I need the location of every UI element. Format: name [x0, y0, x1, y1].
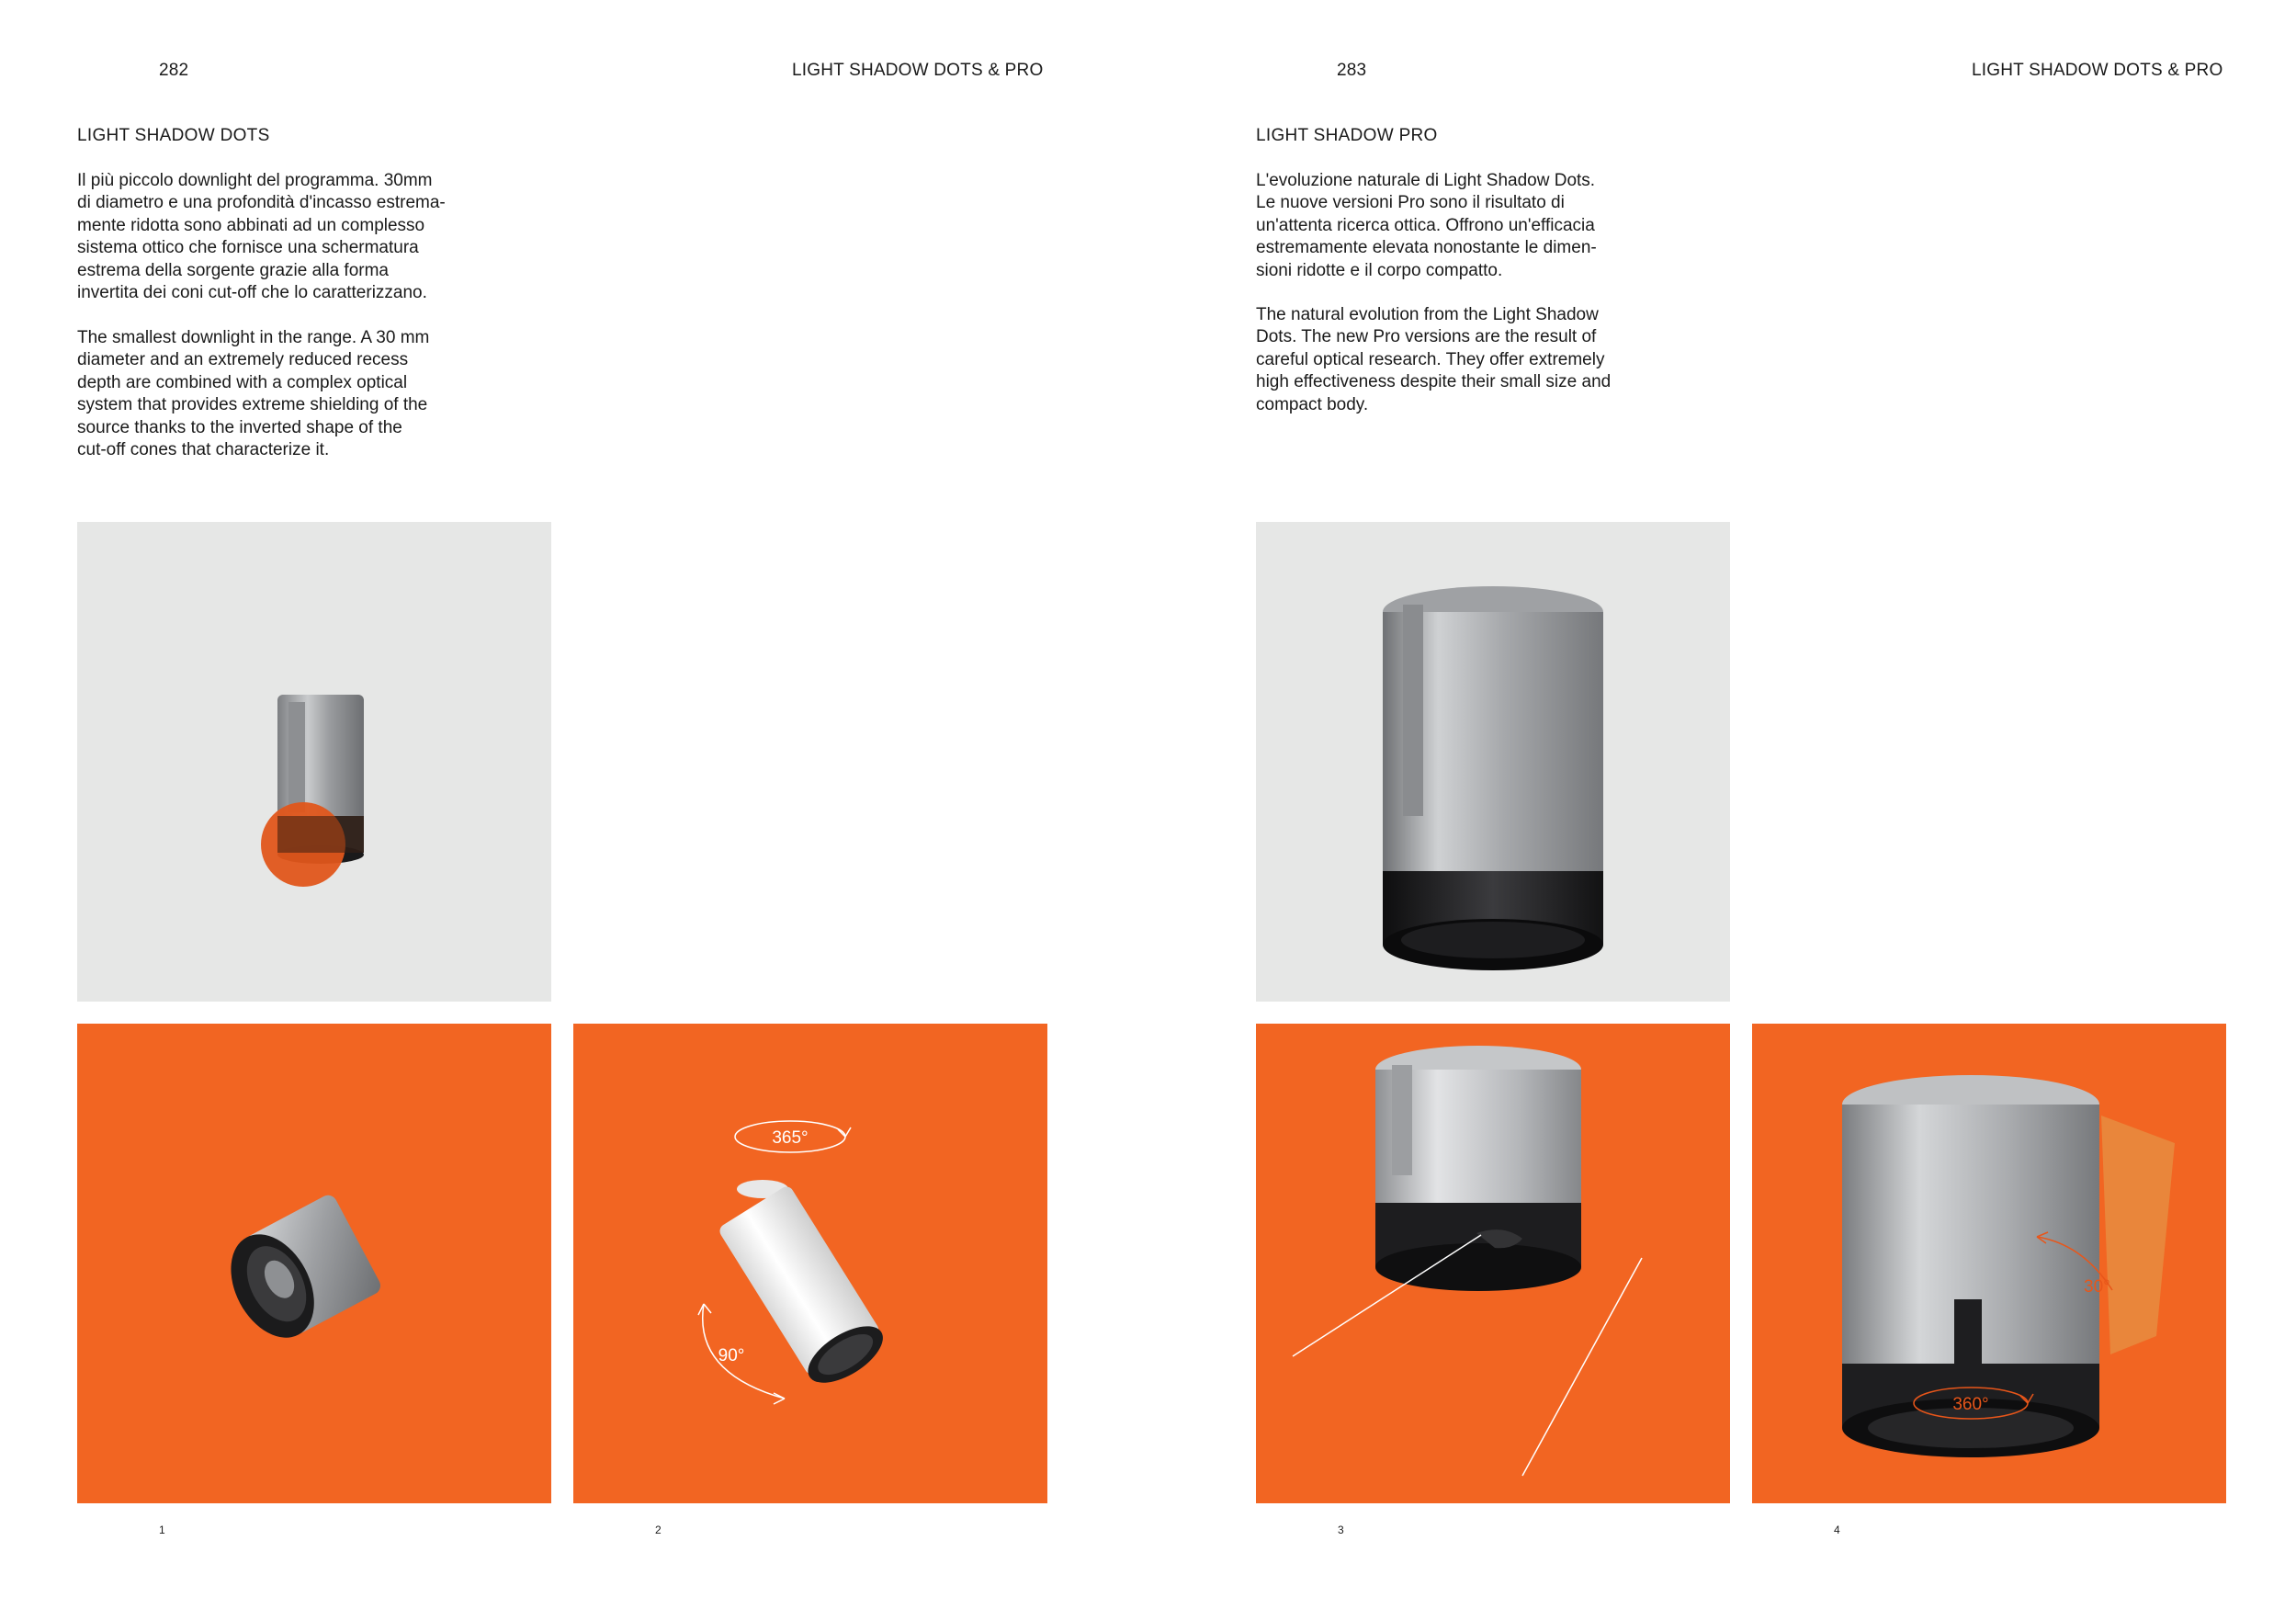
image-panel-3: [1256, 1024, 1730, 1503]
image-pro-product: [1256, 522, 1730, 1002]
paragraph-english-dots: The smallest downlight in the range. A 30 mm diameter and an extremely reduced recess depth are combined with a complex optical system that provides extreme shielding of the source thanks to the inverted shape of the cut-off cones that characterize it.: [77, 328, 430, 460]
caption-2: 2: [655, 1524, 662, 1536]
running-title-left: LIGHT SHADOW DOTS & PRO: [792, 61, 1044, 80]
caption-4: 4: [1834, 1524, 1840, 1536]
paragraph-english-pro: The natural evolution from the Light Shadow Dots. The new Pro versions are the result of careful optical research. They offer extremely high effectiveness despite their small size and compact body.: [1256, 305, 1612, 414]
dots-angled-illustration: [77, 1024, 551, 1503]
pro-rotation-illustration: [1752, 1024, 2226, 1503]
image-panel-4: [1752, 1024, 2226, 1503]
label-365: 365°: [772, 1128, 809, 1148]
leader-line-b: [1522, 1258, 1642, 1476]
section-title-dots: LIGHT SHADOW DOTS: [77, 126, 270, 145]
image-panel-1: [77, 1024, 551, 1503]
label-90: 90°: [718, 1346, 745, 1365]
label-30: 30°: [2084, 1277, 2110, 1297]
running-title-right: LIGHT SHADOW DOTS & PRO: [1972, 61, 2223, 80]
page-number-right: 283: [1337, 61, 1367, 80]
paragraph-italian-pro: L'evoluzione naturale di Light Shadow Dots. Le nuove versioni Pro sono il risultato di un'attenta ricerca ottica. Offrono un'efficacia estremamente elevata nonostante le dimen- sioni ridotte e il corpo compatto.: [1256, 171, 1597, 280]
section-title-pro: LIGHT SHADOW PRO: [1256, 126, 1438, 145]
pro-optic-detail-illustration: [1256, 1024, 1730, 1503]
label-360: 360°: [1952, 1395, 1989, 1414]
page-number-left: 282: [159, 61, 189, 80]
dots-downlight-illustration: [77, 522, 551, 1002]
pro-downlight-illustration: [1256, 522, 1730, 1002]
image-panel-2: [573, 1024, 1047, 1503]
image-dots-product: [77, 522, 551, 1002]
caption-3: 3: [1338, 1524, 1344, 1536]
adjustable-rotation-illustration: [573, 1024, 1047, 1503]
paragraph-italian-dots: Il più piccolo downlight del programma. 30mm di diametro e una profondità d'incasso estrema- mente ridotta sono abbinati ad un complesso sistema ottico che fornisce una schermatura estrema della sorgente grazie alla forma invertita dei coni cut-off che lo caratterizzano.: [77, 171, 446, 303]
caption-1: 1: [159, 1524, 165, 1536]
